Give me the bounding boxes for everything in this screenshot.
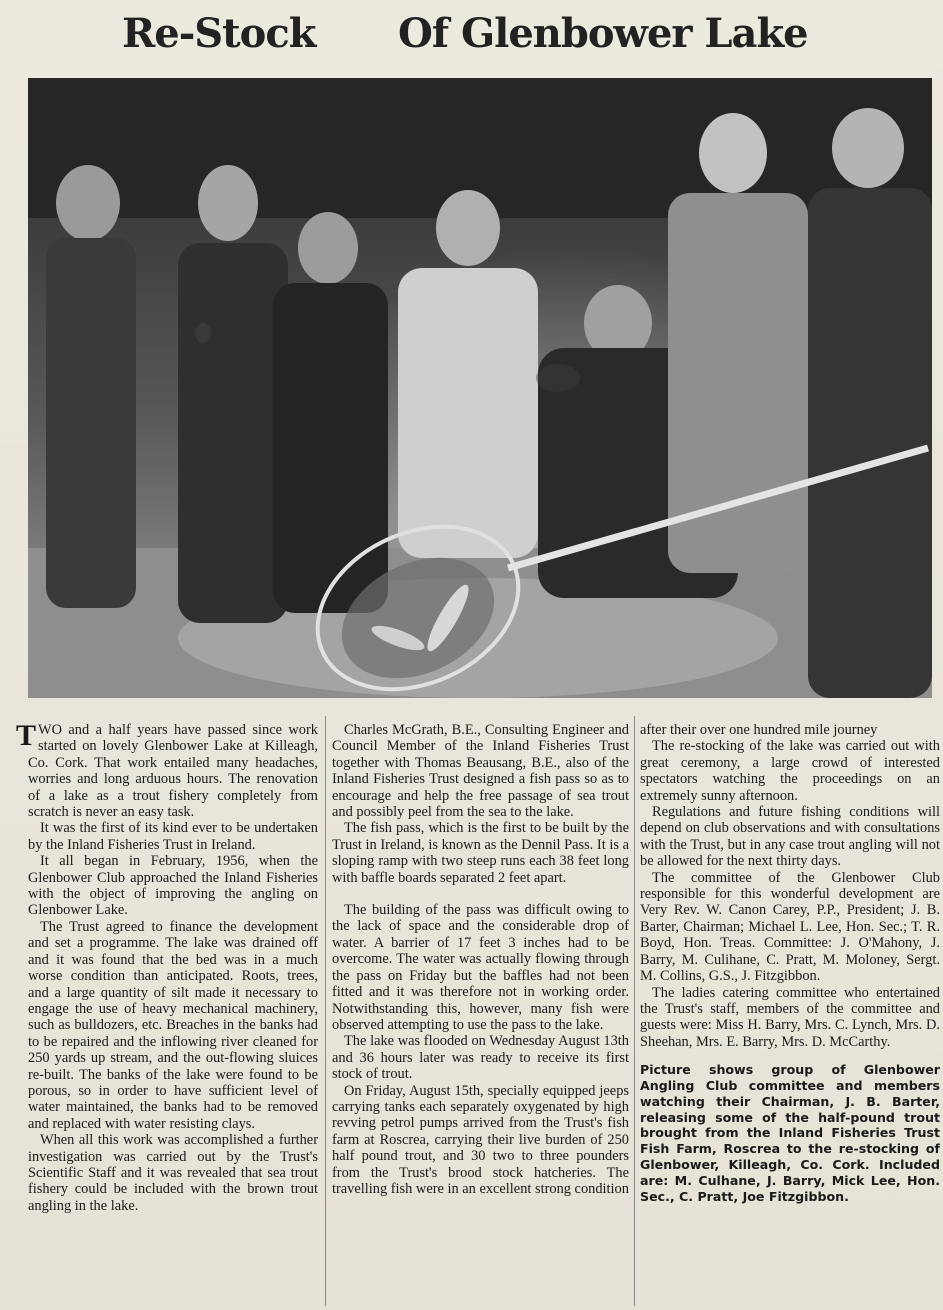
paragraph: The ladies catering committee who entertained the Trust's staff, members of the committee and guests were: Miss H. Barry, Mrs. C. Lynch, Mrs. D. Sheehan, Mrs. E. Barry, Mrs. D. McCarthy.	[640, 984, 940, 1050]
headline	[0, 6, 943, 70]
paragraph: It was the first of its kind ever to be undertaken by the Inland Fisheries Trust in Ireland.	[28, 820, 318, 853]
paragraph: The fish pass, which is the first to be built by the Trust in Ireland, is known as the Dennil Pass. It is a sloping ramp with two steep runs each 38 feet long with baffle boards separated 2 feet apart.	[332, 820, 629, 886]
paragraph: The re-stocking of the lake was carried out with great ceremony, a large crowd of interested spectators watching the proceedings on an extremely sunny afternoon.	[640, 738, 940, 804]
article-column-2	[332, 722, 629, 1308]
paragraph: It all began in February, 1956, when the Glenbower Club approached the Inland Fisheries with the object of improving the angling on Glenbower Lake.	[28, 853, 318, 919]
paragraph: Regulations and future fishing conditions will depend on club observations and with consultations with the Trust, but in any case trout angling will not be allowed for the next thirty days.	[640, 804, 940, 870]
column-divider	[325, 716, 326, 1306]
headline-right: Of Glenbower Lake	[398, 10, 808, 57]
paragraph: When all this work was accomplished a further investigation was carried out by the Trust's Scientific Staff and it was revealed that sea trout fishery could be included with the brown trout angling in the lake.	[28, 1132, 318, 1214]
paragraph: The committee of the Glenbower Club responsible for this wonderful development are Very Rev. W. Canon Carey, P.P., President; J. B. Barter, Chairman; Michael L. Lee, Hon. Sec.; T. R. Boyd, Hon. Treas. Committee: J. O'Mahony, J. Barry, M. Culihane, C. Pratt, M. Moloney, Sergt. M. Collins, G.S., J. Fitzgibbon.	[640, 869, 940, 985]
paragraph: WO and a half years have passed since work started on lovely Glenbower Lake at Killeagh, Co. Cork. That work entailed many headaches, worries and long arduous hours. The renovation of a lake as a trout fishery completely from scratch is never an easy task.	[28, 722, 318, 821]
dropcap: T	[16, 719, 37, 752]
photo-illustration	[28, 78, 932, 698]
paragraph: Charles McGrath, B.E., Consulting Engineer and Council Member of the Inland Fisheries Trust together with Thomas Beausang, B.E., also of the Inland Fisheries Trust designed a fish pass so as to encourage and help the free passage of sea trout and possibly peel from the sea to the lake.	[332, 722, 629, 821]
paragraph: The Trust agreed to finance the development and set a programme. The lake was drained off and it was found that the bed was in a much worse condition than anticipated. Roots, trees, and a large quantity of silt made it necessary to engage the use of heavy mechanical machinery, such as bulldozers, etc. Breaches in the banks had to be repaired and the inflowing river cleaned for 250 yards up stream, and the out-flowing sluices re-built. The banks of the lake were found to be porous, so in order to have sufficient level of water maintained, the banks had to be removed and replaced with water resisting clays.	[28, 918, 318, 1132]
paragraph: On Friday, August 15th, specially equipped jeeps carrying tanks each separately oxygenated by high revving petrol pumps arrived from the Trust's fish farm at Roscrea, carrying their live burden of 250 half pound trout, and 30 two to three pounders from the Trust's brood stock hatcheries. The travelling fish were in an excellent strong condition	[332, 1082, 629, 1197]
news-photo	[28, 78, 932, 698]
paragraph: The lake was flooded on Wednesday August 13th and 36 hours later was ready to receive its first stock of trout.	[332, 1033, 629, 1083]
paragraph: after their over one hundred mile journey	[640, 722, 878, 738]
article-column-1	[16, 719, 318, 1308]
article-column-3	[640, 722, 940, 1308]
column-divider	[634, 716, 635, 1306]
paragraph: The building of the pass was difficult owing to the lack of space and the considerable drop of water. A barrier of 17 feet 3 inches had to be overcome. The water was actually flowing through the pass on Friday but the baffles had not been fitted and it was therefore not in working order. Notwithstanding this, however, many fish were observed attempting to use the pass to the lake.	[332, 902, 629, 1033]
headline-left: Re-Stock	[122, 10, 316, 57]
photo-caption: Picture shows group of Glenbower Angling Club committee and members watching their Chairman, J. B. Barter, releasing some of the half-pound trout brought from the Inland Fisheries Trust Fish Farm, Roscrea to the re-stocking of Glenbower, Killeagh, Co. Cork. Included are: M. Culhane, J. Barry, Mick Lee, Hon. Sec., C. Pratt, Joe Fitzgibbon.	[640, 1062, 940, 1204]
